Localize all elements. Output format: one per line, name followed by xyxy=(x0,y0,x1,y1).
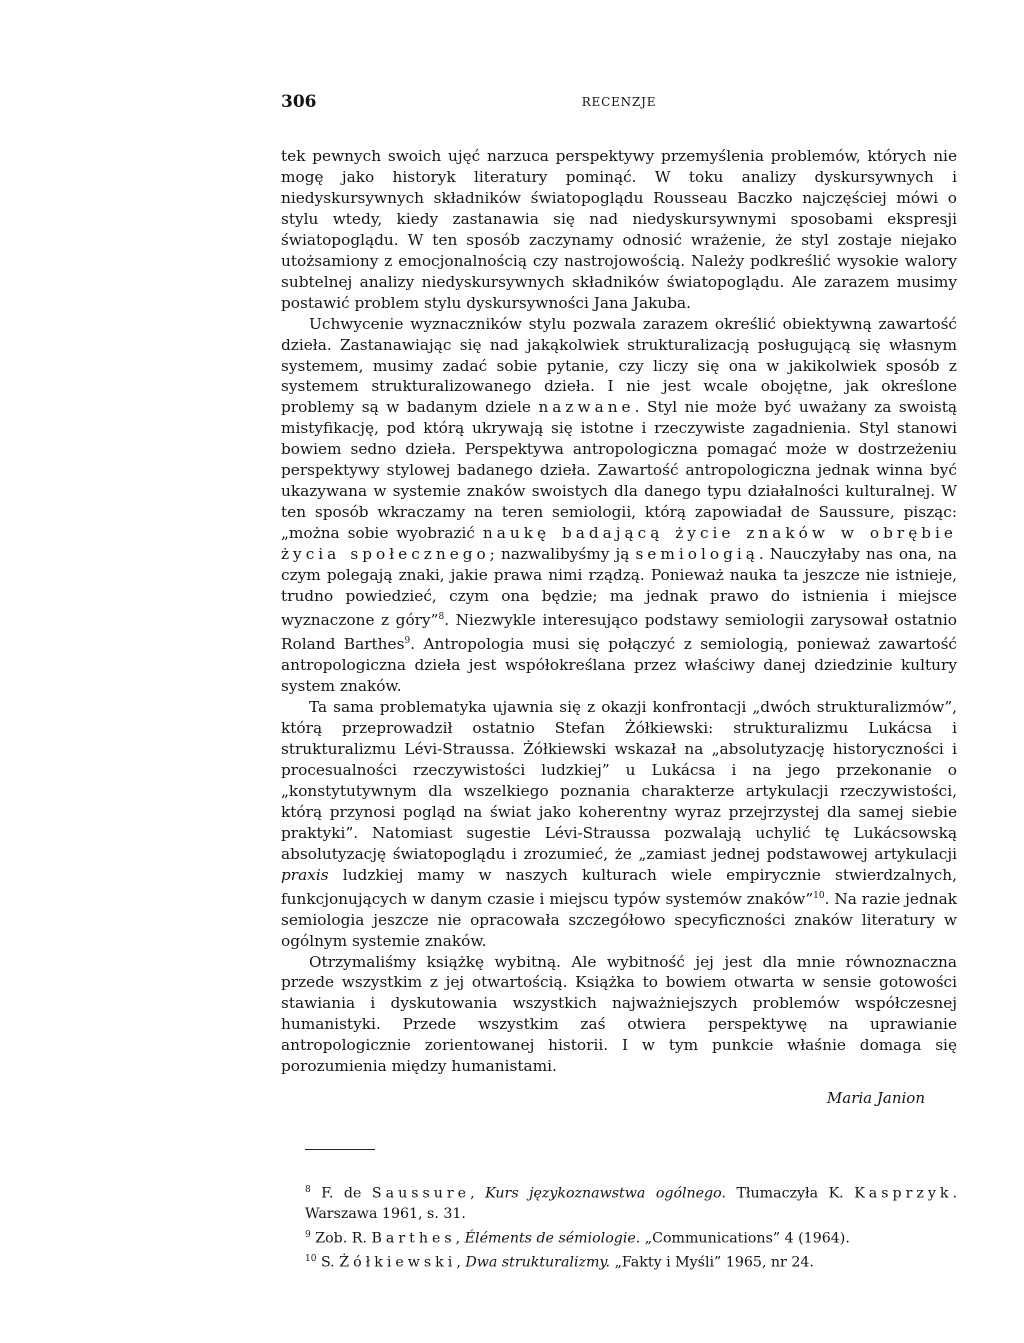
text-run: , xyxy=(456,1254,461,1271)
footnote-8: $^8$ F. de Saussure, Kurs językoznawstwa ogólnego. Tłumaczyła K. Kasprzyk. Warszawa 1961, s. 31. xyxy=(305,1185,958,1223)
footnote-author: Żółkiewski xyxy=(339,1254,457,1271)
footnote-ref-8[interactable]: 8 xyxy=(438,611,445,622)
footnote-translator: Kasprzyk xyxy=(854,1185,953,1202)
footnote-title: Dwa strukturalizmy. xyxy=(465,1254,611,1271)
footnote-mark: 10 xyxy=(305,1254,317,1265)
text-run: . Antropologia musi się połączyć z semiologią, ponieważ zawartość antropologiczna dzieła jest współokreślana przez właściwy danej dziedzinie kultury system znaków. xyxy=(281,635,957,696)
footnote-author: Barthes xyxy=(371,1230,456,1247)
footnotes xyxy=(281,1180,957,1273)
paragraph-1 xyxy=(281,146,957,314)
spaced-emphasis: naukę badającą życie znaków w obrębie życia społecznego xyxy=(281,524,957,564)
text-run: . Nauczyłaby nas ona, na czym polegają znaki, jakie prawa nimi rządzą. Ponieważ nauka ta jeszcze nie istnieje, trudno powiedzieć, czym ona będzie; ma jednak prawo do istnienia i miejsce wyznaczone z góry” xyxy=(281,545,957,630)
paragraph-1-text: tek pewnych swoich ujęć narzuca perspektywy przemyślenia problemów, których nie mogę jako historyk literatury pominąć. W toku analizy dyskursywnych i niedyskursywnych składników światopoglądu Rousseau Baczko najczęściej mówi o stylu wtedy, kiedy zastanawia się nad niedyskursywnymi sposobami ekspresji światopoglądu. W ten sposób zaczynamy odnosić wrażenie, że styl zostaje niejako utożsamiony z emocjonalnością czy nastrojowością. Należy podkreślić wysokie walory subtelnej analizy niedyskursywnych składników światopoglądu. Ale zarazem musimy postawić problem stylu dyskursywności Jana Jakuba. xyxy=(281,147,957,312)
text-run: Ta sama problematyka ujawnia się z okazji konfrontacji „dwóch strukturalizmów”, którą przeprowadził ostatnio Stefan Żółkiewski: strukturalizmu Lukácsa i strukturalizmu Lévi-Straussa. Żółkiewski wskazał na „absolutyzację historyczności i procesualności rzeczywistości ludzkiej” u Lukácsa i na jego przekonanie o „konstytutywnym dla wszelkiego poznania charakterze artykulacji rzeczywistości, którą przynosi pogląd na świat jako koherentny wyraz przejrzystej dla samej siebie praktyki”. Natomiast sugestie Lévi-Straussa pozwalają uchylić tę Lukácsowską absolutyzację światopoglądu i zrozumieć, że „zamiast jednej podstawowej artykulacji xyxy=(281,697,957,863)
text-run: . Na razie jednak semiologia jeszcze nie opracowała szczegółowo specyficzności znaków literatury w ogólnym systemie znaków. xyxy=(281,889,957,950)
footnote-title: Éléments de sémiologie. xyxy=(464,1230,641,1247)
review-body xyxy=(281,146,957,1077)
spaced-emphasis: nazwane xyxy=(538,398,635,417)
footnote-title: Kurs językoznawstwa ogólnego. xyxy=(485,1185,726,1202)
footnote-9 xyxy=(305,1225,957,1249)
spaced-emphasis: semiologią xyxy=(635,545,759,564)
text-run: . Niezwykle interesująco podstawy semiologii zarysował ostatnio Roland Barthes xyxy=(281,611,957,654)
text-run: F. de xyxy=(321,1185,362,1202)
paragraph-3 xyxy=(281,697,957,952)
text-run: S. xyxy=(320,1254,335,1271)
text-run: ; nazwalibyśmy ją xyxy=(489,545,630,564)
running-head xyxy=(281,92,957,118)
footnote-author: Saussure xyxy=(371,1185,471,1202)
italic-term: praxis xyxy=(281,865,329,884)
footnote-10 xyxy=(305,1249,957,1273)
footnote-ref-10[interactable]: 10 xyxy=(813,890,825,901)
paragraph-4-text: Otrzymaliśmy książkę wybitną. Ale wybitność jej jest dla mnie równoznaczna przede wszystkim z jej otwartością. Książka to bowiem otwarta w sensie gotowości stawiania i dyskutowania wszystkich najważniejszych problemów współczesnej humanistyki. Przede wszystkim zaś otwiera perspektywę na uprawianie antropologicznie zorientowanej historii. I w tym punkcie właśnie domaga się porozumienia między humanistami. xyxy=(281,952,957,1076)
text-run: ludzkiej mamy w naszych kulturach wiele empirycznie stwierdzalnych, funkcjonujących w danym czasie i miejscu typów systemów znaków” xyxy=(281,865,957,908)
text-run: Tłumaczyła K. xyxy=(736,1185,844,1202)
footnote-ref-9[interactable]: 9 xyxy=(404,636,411,647)
paragraph-2 xyxy=(281,314,957,697)
running-title: RECENZJE xyxy=(581,95,657,109)
footnote-mark: 8 xyxy=(305,1185,311,1196)
text-run: Uchwycenie wyznaczników stylu pozwala zarazem określić obiektywną zawartość dzieła. Zastanawiając się nad jakąkolwiek strukturalizacją posługującą się własnym systemem, musimy zadać sobie pytanie, czy liczy się ona w jakikolwiek sposób z systemem strukturalizowanego dzieła. I nie jest wcale obojętne, jak określone problemy są w badanym dziele xyxy=(281,314,957,417)
text-run: . Warszawa 1961, s. 31. xyxy=(305,1185,958,1223)
text-run: „Fakty i Myśli” 1965, nr 24. xyxy=(614,1254,814,1271)
author-signature: Maria Janion xyxy=(826,1089,925,1108)
paragraph-4 xyxy=(281,952,957,1078)
text-run: , xyxy=(455,1230,461,1247)
page-number: 306 xyxy=(281,92,317,112)
text-run: „Communications” 4 (1964). xyxy=(644,1230,850,1247)
footnote-divider xyxy=(305,1149,375,1150)
footnote-mark: 9 xyxy=(305,1229,311,1240)
text-run: . Styl nie może być uważany za swoistą mistyfikację, pod którą ukrywają się istotne i rzeczywiste zagadnienia. Styl stanowi bowiem sedno dzieła. Perspektywa antropologiczna pomagać może w dostrzeżeniu perspektywy stylowej badanego dzieła. Zawartość antropologiczna jednak winna być ukazywana w systemie znaków swoistych dla danego typu działalności kulturalnej. W ten sposób wkraczamy na teren semiologii, którą zapowiadał de Saussure, pisząc: „można sobie wyobrazić xyxy=(281,398,957,543)
book-page xyxy=(281,92,957,1273)
text-run: Zob. R. xyxy=(315,1230,367,1247)
